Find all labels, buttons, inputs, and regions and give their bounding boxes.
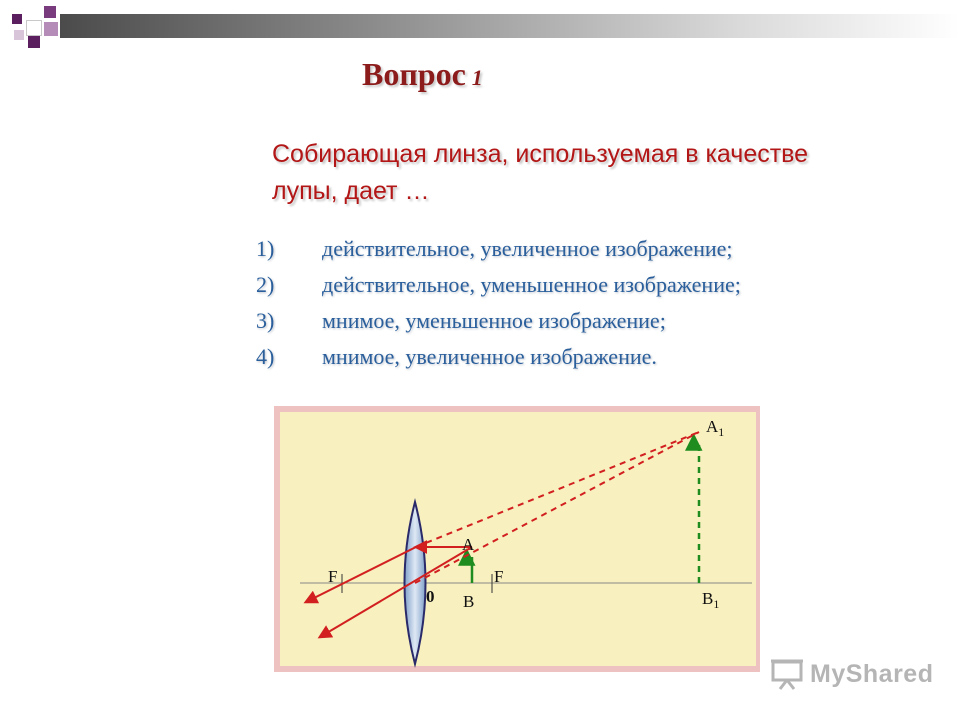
decor-square bbox=[44, 6, 56, 18]
answer-option-4[interactable] bbox=[256, 344, 896, 380]
decor-square bbox=[12, 14, 22, 24]
decor-square bbox=[14, 30, 24, 40]
answer-option-3[interactable] bbox=[256, 308, 896, 344]
option-text: действительное, увеличенное изображение; bbox=[322, 236, 733, 261]
question-text: Собирающая линза, используемая в качестве лупы, дает … bbox=[272, 140, 809, 205]
label-object-base: B bbox=[463, 592, 475, 611]
label-image-top-letter: A bbox=[706, 417, 719, 436]
page-title bbox=[362, 56, 483, 93]
option-number: 4) bbox=[256, 344, 275, 369]
answer-list bbox=[256, 236, 896, 380]
header-gradient-bar bbox=[60, 14, 960, 38]
option-number: 2) bbox=[256, 272, 275, 297]
decor-square bbox=[28, 36, 40, 48]
title-text: Вопрос bbox=[362, 56, 466, 92]
option-number: 3) bbox=[256, 308, 275, 333]
lens-diagram bbox=[270, 402, 760, 672]
decor-square bbox=[26, 20, 42, 36]
presentation-icon bbox=[770, 658, 804, 690]
label-image-top-sub: 1 bbox=[718, 425, 725, 439]
label-center: 0 bbox=[426, 587, 435, 606]
watermark-logo bbox=[770, 656, 933, 692]
option-number: 1) bbox=[256, 236, 275, 261]
diagram-background bbox=[280, 412, 756, 666]
watermark-text: MyShared bbox=[810, 659, 934, 688]
label-image-base-letter: B bbox=[702, 589, 714, 608]
decor-square bbox=[44, 22, 58, 36]
option-text: мнимое, уменьшенное изображение; bbox=[322, 308, 666, 333]
option-text: мнимое, увеличенное изображение. bbox=[322, 344, 657, 369]
answer-option-2[interactable] bbox=[256, 272, 896, 308]
label-image-base-sub: 1 bbox=[713, 597, 720, 611]
option-text: действительное, уменьшенное изображение; bbox=[322, 272, 741, 297]
label-f-right: F bbox=[494, 567, 504, 586]
label-f-left: F bbox=[328, 567, 338, 586]
title-number: 1 bbox=[471, 65, 483, 90]
label-object-top: A bbox=[462, 535, 475, 554]
answer-option-1[interactable] bbox=[256, 236, 896, 272]
